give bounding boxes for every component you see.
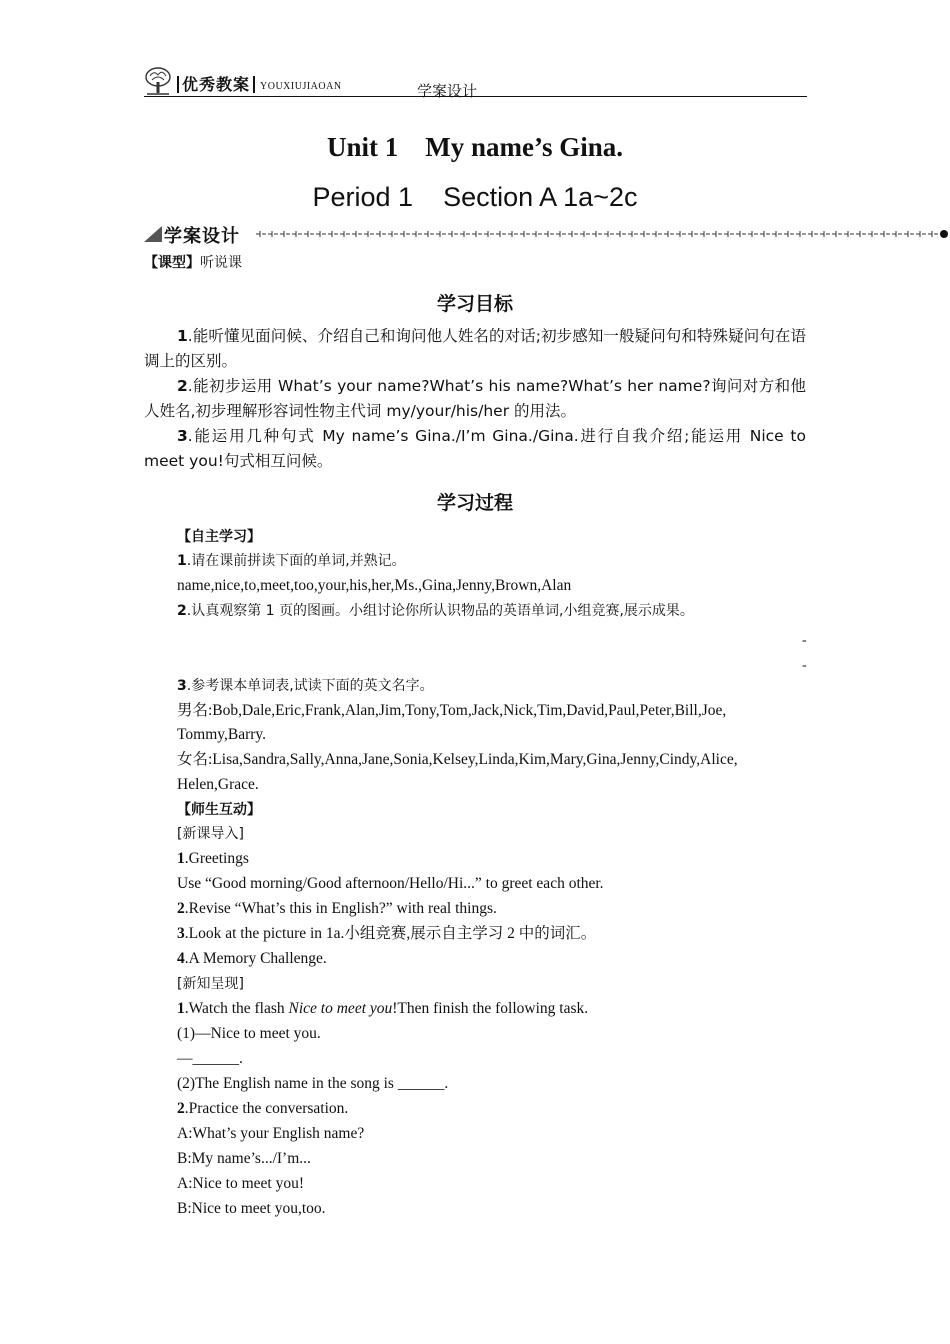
header-section-title: 学案设计 bbox=[417, 82, 478, 100]
conversation-line: A:What’s your English name? bbox=[177, 1125, 365, 1142]
lesson-type: 【课型】听说课 bbox=[144, 255, 242, 271]
female-names-cont: Helen,Grace. bbox=[177, 776, 259, 793]
objective-3: 3.能运用几种句式 My name’s Gina./I’m Gina./Gina.进行自我介绍;能运用 Nice to meet you!句式相互问候。 bbox=[144, 427, 806, 470]
dotted-rule bbox=[256, 228, 950, 240]
present-item-2: 2.Practice the conversation. bbox=[177, 1100, 349, 1117]
intro-label: [新课导入] bbox=[177, 826, 244, 842]
section-banner bbox=[144, 222, 950, 246]
conversation-line: A:Nice to meet you! bbox=[177, 1175, 304, 1192]
objectives-heading: 学习目标 bbox=[436, 293, 513, 315]
intro-item-2: 2.Revise “What’s this in English?” with real things. bbox=[177, 900, 497, 917]
question-1-answer: —______. bbox=[177, 1050, 243, 1067]
self-study-item-2: 2.认真观察第 1 页的图画。小组讨论你所认识物品的英语单词,小组竞赛,展示成果。 bbox=[177, 603, 694, 619]
present-item-1: 1.Watch the flash Nice to meet you!Then finish the following task. bbox=[177, 1000, 589, 1017]
question-2: (2)The English name in the song is ______. bbox=[177, 1075, 449, 1092]
tree-logo-icon bbox=[144, 66, 172, 96]
question-1: (1)—Nice to meet you. bbox=[177, 1025, 321, 1042]
section-label: 学案设计 bbox=[164, 226, 240, 247]
page-header bbox=[144, 66, 807, 100]
unit-title: Unit 1 My name’s Gina. bbox=[327, 132, 623, 162]
present-label: [新知呈现] bbox=[177, 976, 244, 992]
blank-dash: - bbox=[802, 633, 807, 648]
vocabulary-words: name,nice,to,meet,too,your,his,her,Ms.,Gina,Jenny,Brown,Alan bbox=[177, 577, 572, 594]
male-names-cont: Tommy,Barry. bbox=[177, 726, 267, 743]
interaction-label: 【师生互动】 bbox=[177, 802, 261, 818]
logo-text: 优秀教案 bbox=[174, 72, 258, 95]
self-study-label: 【自主学习】 bbox=[177, 529, 261, 545]
conversation-line: B:Nice to meet you,too. bbox=[177, 1200, 326, 1217]
conversation-line: B:My name’s.../I’m... bbox=[177, 1150, 311, 1167]
objective-2: 2.能初步运用 What’s your name?What’s his name?What’s her name?询问对方和他人姓名,初步理解形容词性物主代词 my/your/his/her 的用法。 bbox=[144, 377, 806, 420]
blank-dash: - bbox=[802, 658, 807, 673]
female-names: 女名:Lisa,Sandra,Sally,Anna,Jane,Sonia,Kelsey,Linda,Kim,Mary,Gina,Jenny,Cindy,Alice, bbox=[177, 751, 738, 768]
logo-english: YOUXIUJIAOAN bbox=[260, 81, 342, 92]
intro-item-1: 1.Greetings bbox=[177, 850, 249, 867]
self-study-item-1: 1.请在课前拼读下面的单词,并熟记。 bbox=[177, 553, 406, 569]
intro-item-1-detail: Use “Good morning/Good afternoon/Hello/Hi...” to greet each other. bbox=[177, 875, 604, 892]
period-title: Period 1 Section A 1a~2c bbox=[312, 182, 638, 212]
triangle-icon bbox=[144, 226, 162, 242]
self-study-item-3: 3.参考课本单词表,试读下面的英文名字。 bbox=[177, 678, 434, 694]
intro-item-3: 3.Look at the picture in 1a.小组竞赛,展示自主学习 2 中的词汇。 bbox=[177, 925, 597, 942]
male-names: 男名:Bob,Dale,Eric,Frank,Alan,Jim,Tony,Tom,Jack,Nick,Tim,David,Paul,Peter,Bill,Joe, bbox=[177, 702, 727, 719]
header-rule bbox=[144, 96, 807, 97]
intro-item-4: 4.A Memory Challenge. bbox=[177, 950, 327, 967]
objective-1: 1.能听懂见面问候、介绍自己和询问他人姓名的对话;初步感知一般疑问句和特殊疑问句在语调上的区别。 bbox=[144, 327, 806, 370]
process-heading: 学习过程 bbox=[436, 492, 513, 514]
